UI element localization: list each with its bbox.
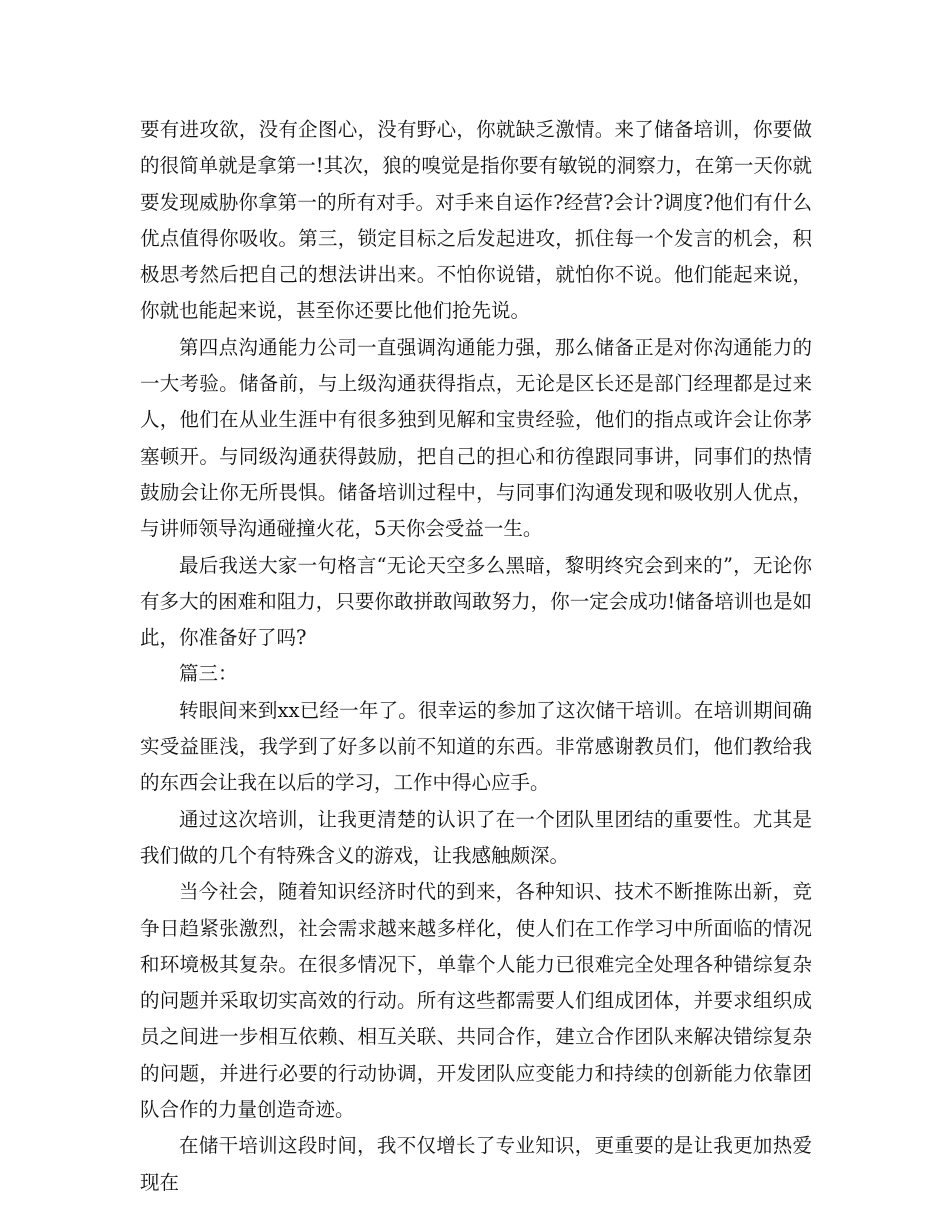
paragraph-5: 通过这次培训，让我更清楚的认识了在一个团队里团结的重要性。尤其是我们做的几个有特殊含义的游戏，让我感触颇深。 bbox=[140, 807, 812, 867]
section-heading: 篇三： bbox=[179, 662, 238, 686]
paragraph-3: 最后我送大家一句格言“无论天空多么黑暗，黎明终究会到来的”，无论你有多大的困难和阻力，只要你敢拼敢闯敢努力，你一定会成功!储备培训也是如此，你准备好了吗? bbox=[140, 553, 812, 650]
document-body bbox=[140, 112, 812, 1201]
paragraph-1: 要有进攻欲，没有企图心，没有野心，你就缺乏激情。来了储备培训，你要做的很简单就是拿第一!其次，狼的嗅觉是指你要有敏锐的洞察力，在第一天你就要发现威胁你拿第一的所有对手。对手来自运作?经营?会计?调度?他们有什么优点值得你吸收。第三，锁定目标之后发起进攻，抓住每一个发言的机会，积极思考然后把自己的想法讲出来。不怕你说错，就怕你不说。他们能起来说，你就也能起来说，甚至你还要比他们抢先说。 bbox=[140, 118, 812, 323]
paragraph-6: 当今社会，随着知识经济时代的到来，各种知识、技术不断推陈出新，竞争日趋紧张激烈，社会需求越来越多样化，使人们在工作学习中所面临的情况和环境极其复杂。在很多情况下，单靠个人能力已很难完全处理各种错综复杂的问题并采取切实高效的行动。所有这些都需要人们组成团体，并要求组织成员之间进一步相互依赖、相互关联、共同合作，建立合作团队来解决错综复杂的问题，并进行必要的行动协调，开发团队应变能力和持续的创新能力依靠团队合作的力量创造奇迹。 bbox=[140, 880, 812, 1122]
paragraph-2: 第四点沟通能力公司一直强调沟通能力强，那么储备正是对你沟通能力的一大考验。储备前，与上级沟通获得指点，无论是区长还是部门经理都是过来人，他们在从业生涯中有很多独到见解和宝贵经验，他们的指点或许会让你茅塞顿开。与同级沟通获得鼓励，把自己的担心和彷徨跟同事讲，同事们的热情鼓励会让你无所畏惧。储备培训过程中，与同事们沟通发现和吸收别人优点，与讲师领导沟通碰撞火花，5天你会受益一生。 bbox=[140, 335, 812, 541]
paragraph-7: 在储干培训这段时间，我不仅增长了专业知识，更重要的是让我更加热爱现在 bbox=[140, 1134, 812, 1194]
paragraph-4: 转眼间来到xx已经一年了。很幸运的参加了这次储干培训。在培训期间确实受益匪浅，我学到了好多以前不知道的东西。非常感谢教员们，他们教给我的东西会让我在以后的学习，工作中得心应手。 bbox=[140, 698, 812, 795]
